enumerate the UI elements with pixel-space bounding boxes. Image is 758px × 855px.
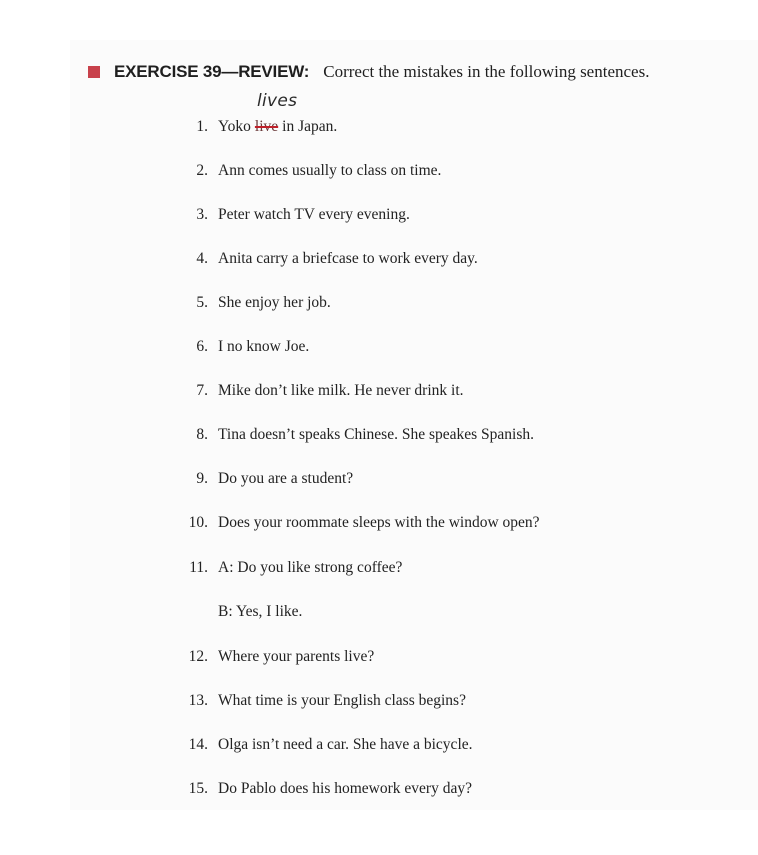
- item-text: Mike don’t like milk. He never drink it.: [218, 382, 464, 399]
- sentence-8: [168, 424, 534, 446]
- item-text: Tina doesn’t speaks Chinese. She speakes Spanish.: [218, 426, 535, 443]
- item-number: 13.: [188, 692, 208, 709]
- item-number: 7.: [196, 382, 208, 399]
- item-number: 2.: [196, 162, 208, 179]
- item-number: 5.: [196, 294, 208, 311]
- item-text: Ann comes usually to class on time.: [218, 162, 442, 179]
- item-number: 15.: [188, 780, 208, 797]
- sentence-1: [168, 116, 337, 138]
- sentence-10: [168, 512, 540, 534]
- item-number: 8.: [196, 426, 208, 443]
- sentence-4: [168, 248, 478, 270]
- square-bullet-icon: [88, 66, 100, 78]
- item-text: B: Yes, I like.: [218, 603, 303, 620]
- sentence-5: [168, 292, 331, 314]
- sentence-7: [168, 380, 464, 402]
- item-number: 4.: [196, 250, 208, 267]
- sentence-13: [168, 690, 466, 712]
- sentence-3: [168, 204, 410, 226]
- exercise-instruction: Correct the mistakes in the following sentences.: [323, 62, 650, 81]
- handwritten-correction: lives: [257, 91, 298, 111]
- item-text: Do Pablo does his homework every day?: [218, 780, 472, 797]
- sentence-9: [168, 468, 353, 490]
- sentence-2: [168, 160, 441, 182]
- sentence-14: [168, 734, 473, 756]
- sentence-15: [168, 778, 472, 800]
- item-text: Does your roommate sleeps with the window open?: [218, 514, 540, 531]
- item-text: I no know Joe.: [218, 338, 310, 355]
- item-number: 10.: [188, 514, 208, 531]
- item-text: What time is your English class begins?: [218, 692, 466, 709]
- sentence-12: [168, 646, 374, 668]
- item-text-after: in Japan.: [282, 118, 338, 135]
- exercise-title: EXERCISE 39—REVIEW:: [114, 62, 310, 81]
- exercise-header: [88, 60, 649, 84]
- item-text: Anita carry a briefcase to work every day.: [218, 250, 478, 267]
- item-number: 14.: [188, 736, 208, 753]
- item-text-before: Yoko: [218, 118, 251, 135]
- sentence-11b: [218, 601, 302, 623]
- struck-word: live: [254, 118, 279, 135]
- item-text: Peter watch TV every evening.: [218, 206, 410, 223]
- sentence-6: [168, 336, 309, 358]
- item-number: 12.: [188, 648, 208, 665]
- item-text: Where your parents live?: [218, 648, 375, 665]
- item-number: 3.: [196, 206, 208, 223]
- item-text: Olga isn’t need a car. She have a bicycle.: [218, 736, 473, 753]
- item-number: 9.: [196, 470, 208, 487]
- item-number: 11.: [189, 559, 208, 576]
- item-text: Do you are a student?: [218, 470, 354, 487]
- item-number: 6.: [196, 338, 208, 355]
- item-text: She enjoy her job.: [218, 294, 331, 311]
- item-text: A: Do you like strong coffee?: [218, 559, 403, 576]
- sentence-11a: [168, 557, 402, 579]
- item-number: 1.: [196, 118, 208, 135]
